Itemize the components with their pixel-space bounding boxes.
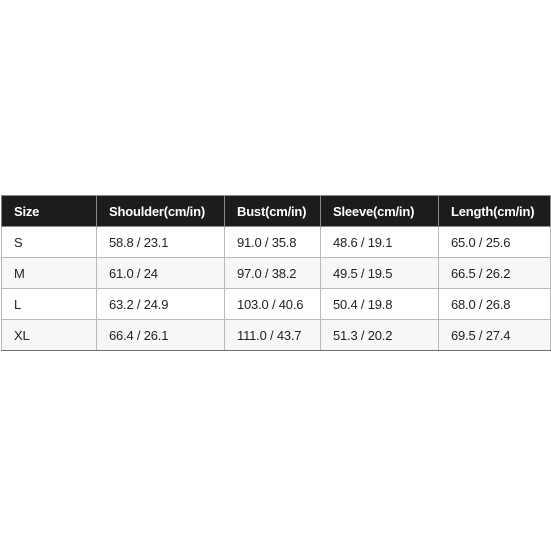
table-row xyxy=(2,320,551,351)
cell-shoulder: 66.4 / 26.1 xyxy=(97,320,225,351)
cell-bust: 91.0 / 35.8 xyxy=(225,227,321,258)
header-sleeve: Sleeve(cm/in) xyxy=(321,196,439,227)
cell-shoulder: 58.8 / 23.1 xyxy=(97,227,225,258)
cell-sleeve: 48.6 / 19.1 xyxy=(321,227,439,258)
cell-sleeve: 51.3 / 20.2 xyxy=(321,320,439,351)
cell-length: 69.5 / 27.4 xyxy=(439,320,551,351)
header-size: Size xyxy=(2,196,97,227)
header-length: Length(cm/in) xyxy=(439,196,551,227)
table-row xyxy=(2,258,551,289)
cell-bust: 103.0 / 40.6 xyxy=(225,289,321,320)
cell-sleeve: 49.5 / 19.5 xyxy=(321,258,439,289)
cell-length: 66.5 / 26.2 xyxy=(439,258,551,289)
cell-size: XL xyxy=(2,320,97,351)
cell-size: S xyxy=(2,227,97,258)
cell-bust: 111.0 / 43.7 xyxy=(225,320,321,351)
cell-shoulder: 63.2 / 24.9 xyxy=(97,289,225,320)
cell-size: L xyxy=(2,289,97,320)
table-row xyxy=(2,227,551,258)
header-shoulder: Shoulder(cm/in) xyxy=(97,196,225,227)
size-chart-table xyxy=(1,195,551,351)
cell-shoulder: 61.0 / 24 xyxy=(97,258,225,289)
table-row xyxy=(2,289,551,320)
table-header-row xyxy=(2,196,551,227)
cell-bust: 97.0 / 38.2 xyxy=(225,258,321,289)
cell-length: 65.0 / 25.6 xyxy=(439,227,551,258)
cell-length: 68.0 / 26.8 xyxy=(439,289,551,320)
cell-size: M xyxy=(2,258,97,289)
header-bust: Bust(cm/in) xyxy=(225,196,321,227)
cell-sleeve: 50.4 / 19.8 xyxy=(321,289,439,320)
